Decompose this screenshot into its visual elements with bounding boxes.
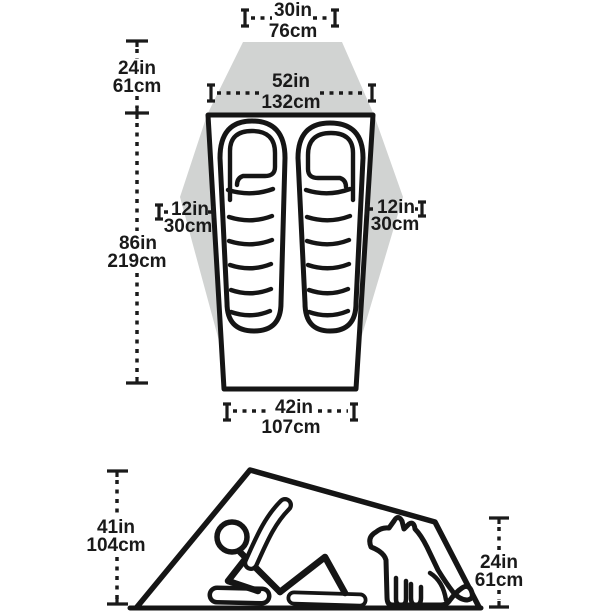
left-vestibule-cm-label: 30cm	[163, 216, 213, 237]
dim-foot-width-tick-left	[223, 404, 231, 420]
dim-left-vestibule	[155, 199, 214, 237]
person-extended-leg-fill	[294, 598, 360, 600]
dim-head-end-height	[86, 471, 145, 604]
vestibule-depth-cm-label: 61cm	[112, 76, 162, 97]
foot-width-in-label: 42in	[274, 397, 314, 418]
tent-side-view	[86, 470, 523, 608]
peak-width-in-label: 30in	[273, 0, 313, 21]
dim-head-vestibule-depth	[113, 41, 162, 119]
person-figure	[217, 505, 360, 600]
person-folded-leg-fill	[217, 595, 262, 596]
dim-shared-cross-mark	[125, 107, 149, 119]
head-width-in-label: 52in	[271, 71, 311, 92]
dim-head-width-tick-left	[207, 85, 215, 101]
dim-vestibule-depth-tbar-top	[126, 41, 148, 47]
sleeping-bag-right	[298, 123, 363, 331]
dim-peak-height-tbar-top	[107, 471, 128, 477]
dim-peak-height-tbar-bottom	[107, 598, 128, 604]
foot-height-in-label: 24in	[479, 552, 519, 573]
dim-foot-end-height	[475, 518, 524, 607]
dim-peak-width-tick-right	[331, 10, 339, 26]
left-vestibule-in-label: 12in	[170, 199, 210, 220]
dim-foot-height-tbar-top	[489, 518, 509, 524]
dim-foot-end-width	[223, 397, 358, 438]
vestibule-depth-in-label: 24in	[117, 58, 157, 79]
person-bent-leg	[280, 557, 345, 593]
dim-left-vestibule-tick	[155, 205, 163, 219]
foot-width-cm-label: 107cm	[261, 417, 321, 438]
sleeping-bag-left	[220, 121, 285, 331]
peak-height-in-label: 41in	[96, 517, 136, 538]
dim-peak-width-tick-left	[241, 10, 249, 26]
dim-head-width-tick-right	[368, 85, 376, 101]
tent-top-view	[107, 0, 426, 438]
dim-foot-width-tick-right	[350, 404, 358, 420]
dim-floor-length-tbar-bottom	[126, 377, 148, 383]
head-width-cm-label: 132cm	[261, 92, 321, 113]
dim-foot-height-tbar-bottom	[489, 601, 509, 607]
person-head	[217, 522, 247, 552]
right-vestibule-in-label: 12in	[376, 197, 416, 218]
dim-peak-width	[241, 0, 339, 42]
peak-width-cm-label: 76cm	[268, 21, 318, 42]
right-vestibule-cm-label: 30cm	[370, 214, 420, 235]
dim-right-vestibule-wall-tick	[366, 204, 367, 216]
peak-height-cm-label: 104cm	[86, 535, 146, 556]
dim-left-vestibule-wall-tick	[213, 206, 214, 218]
foot-height-cm-label: 61cm	[474, 570, 524, 591]
floor-length-cm-label: 219cm	[107, 251, 167, 272]
floor-length-in-label: 86in	[118, 233, 158, 254]
dim-floor-length	[107, 123, 166, 383]
